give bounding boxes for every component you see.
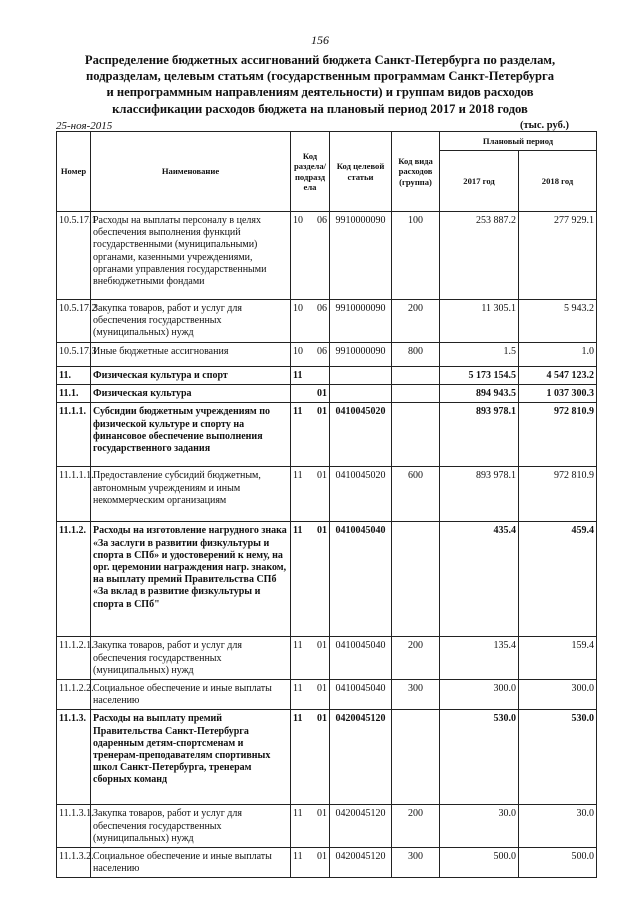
row-razdel: 11 [291, 467, 313, 522]
row-name: Иные бюджетные ассигнования [91, 343, 291, 367]
row-razdel: 10 [291, 300, 313, 343]
row-expense-group [392, 367, 440, 385]
header-2018: 2018 год [519, 151, 597, 212]
row-expense-group: 300 [392, 848, 440, 878]
row-expense-group: 300 [392, 680, 440, 710]
row-razdel: 11 [291, 805, 313, 848]
row-target-article: 0420045120 [330, 848, 392, 878]
row-name: Физическая культура [91, 385, 291, 403]
header-razdel: Код раздела/ подразд ела [291, 132, 330, 212]
row-razdel: 11 [291, 680, 313, 710]
row-expense-group: 200 [392, 805, 440, 848]
row-value-2018: 530.0 [519, 710, 597, 805]
table-row [57, 403, 597, 467]
row-name: Социальное обеспечение и иные выплаты населению [91, 680, 291, 710]
row-value-2017: 5 173 154.5 [440, 367, 519, 385]
row-number: 11. [57, 367, 91, 385]
row-name: Расходы на выплату премий Правительства Санкт-Петербурга одаренным детям-спортсменам и тренерам-преподавателям спортивных школ Санкт-Петербурга, тренерам сборных команд [91, 710, 291, 805]
header-2017: 2017 год [440, 151, 519, 212]
row-expense-group: 100 [392, 212, 440, 300]
row-value-2018: 500.0 [519, 848, 597, 878]
row-expense-group: 800 [392, 343, 440, 367]
row-value-2018: 459.4 [519, 522, 597, 637]
row-podrazdel: 06 [313, 343, 330, 367]
row-razdel [291, 385, 313, 403]
row-podrazdel: 01 [313, 848, 330, 878]
row-expense-group [392, 710, 440, 805]
row-razdel: 11 [291, 367, 313, 385]
row-target-article: 9910000090 [330, 212, 392, 300]
row-razdel: 10 [291, 343, 313, 367]
row-number: 10.5.17.2 [57, 300, 91, 343]
row-value-2017: 300.0 [440, 680, 519, 710]
row-podrazdel: 01 [313, 680, 330, 710]
row-number: 10.5.17.3 [57, 343, 91, 367]
title-line: и непрограммным направлениям деятельности) и группам видов расходов [106, 85, 534, 100]
row-razdel: 11 [291, 848, 313, 878]
table-row [57, 367, 597, 385]
row-value-2017: 435.4 [440, 522, 519, 637]
table-row [57, 343, 597, 367]
row-value-2017: 894 943.5 [440, 385, 519, 403]
row-name: Закупка товаров, работ и услуг для обеспечения государственных (муниципальных) нужд [91, 637, 291, 680]
budget-table [56, 131, 597, 878]
table-row [57, 522, 597, 637]
table-row [57, 300, 597, 343]
row-podrazdel [313, 367, 330, 385]
row-name: Закупка товаров, работ и услуг для обеспечения государственных (муниципальных) нужд [91, 300, 291, 343]
row-podrazdel: 01 [313, 385, 330, 403]
row-value-2017: 530.0 [440, 710, 519, 805]
table-body [57, 212, 597, 878]
row-value-2018: 972 810.9 [519, 403, 597, 467]
row-expense-group [392, 403, 440, 467]
title-line: подразделам, целевым статьям (государственным программам Санкт-Петербурга [85, 69, 555, 84]
row-target-article: 0420045120 [330, 805, 392, 848]
table-row [57, 680, 597, 710]
row-expense-group: 600 [392, 467, 440, 522]
table-row [57, 710, 597, 805]
row-name: Расходы на изготовление нагрудного знака «За заслуги в развитии физкультуры и спорта в СПб» и удостоверений к нему, на орг. церемонии награждения нагр. знаком, на выплату премий Правительства СПб «За вклад в развитие физкультуры и спорта в СПб" [91, 522, 291, 637]
row-podrazdel: 01 [313, 637, 330, 680]
row-razdel: 11 [291, 403, 313, 467]
row-value-2017: 30.0 [440, 805, 519, 848]
row-podrazdel: 06 [313, 300, 330, 343]
row-number: 11.1.3.2. [57, 848, 91, 878]
row-target-article: 0410045040 [330, 637, 392, 680]
row-razdel: 11 [291, 637, 313, 680]
row-value-2018: 1.0 [519, 343, 597, 367]
row-value-2018: 5 943.2 [519, 300, 597, 343]
row-target-article: 0420045120 [330, 710, 392, 805]
row-value-2017: 135.4 [440, 637, 519, 680]
row-target-article: 0410045040 [330, 680, 392, 710]
row-value-2017: 11 305.1 [440, 300, 519, 343]
row-podrazdel: 06 [313, 212, 330, 300]
row-expense-group: 200 [392, 300, 440, 343]
row-value-2017: 893 978.1 [440, 403, 519, 467]
row-value-2018: 159.4 [519, 637, 597, 680]
header-target-article: Код целевой статьи [330, 132, 392, 212]
row-podrazdel: 01 [313, 403, 330, 467]
row-name: Закупка товаров, работ и услуг для обеспечения государственных (муниципальных) нужд [91, 805, 291, 848]
row-name: Социальное обеспечение и иные выплаты населению [91, 848, 291, 878]
table-row [57, 212, 597, 300]
row-number: 11.1. [57, 385, 91, 403]
row-value-2018: 4 547 123.2 [519, 367, 597, 385]
row-target-article: 0410045020 [330, 467, 392, 522]
row-razdel: 11 [291, 710, 313, 805]
row-razdel: 11 [291, 522, 313, 637]
row-value-2018: 277 929.1 [519, 212, 597, 300]
title-line: классификации расходов бюджета на плановый период 2017 и 2018 годов [112, 101, 528, 116]
title-line: Распределение бюджетных ассигнований бюджета Санкт-Петербурга по разделам, [84, 53, 556, 67]
row-value-2018: 30.0 [519, 805, 597, 848]
row-podrazdel: 01 [313, 805, 330, 848]
row-target-article: 9910000090 [330, 300, 392, 343]
header-name: Наименование [91, 132, 291, 212]
row-expense-group [392, 385, 440, 403]
row-number: 11.1.2. [57, 522, 91, 637]
row-name: Расходы на выплаты персоналу в целях обеспечения выполнения функций государственными (муниципальными) органами, казенными учреждениями, органами управления государственными внебюджетными фондами [91, 212, 291, 300]
row-name: Предоставление субсидий бюджетным, автономным учреждениям и иным некоммерческим организациям [91, 467, 291, 522]
row-expense-group: 200 [392, 637, 440, 680]
row-value-2018: 972 810.9 [519, 467, 597, 522]
row-value-2018: 300.0 [519, 680, 597, 710]
header-number: Номер [57, 132, 91, 212]
row-value-2017: 500.0 [440, 848, 519, 878]
row-target-article [330, 367, 392, 385]
row-razdel: 10 [291, 212, 313, 300]
row-target-article: 0410045040 [330, 522, 392, 637]
row-value-2018: 1 037 300.3 [519, 385, 597, 403]
row-target-article: 9910000090 [330, 343, 392, 367]
row-podrazdel: 01 [313, 522, 330, 637]
table-row [57, 385, 597, 403]
row-podrazdel: 01 [313, 710, 330, 805]
row-name: Физическая культура и спорт [91, 367, 291, 385]
row-name: Субсидии бюджетным учреждениям по физической культуре и спорту на финансовое обеспечение выполнения государственного задания [91, 403, 291, 467]
page-number: 156 [311, 33, 329, 47]
row-number: 11.1.1.1. [57, 467, 91, 522]
row-number: 11.1.2.2. [57, 680, 91, 710]
document-title [60, 52, 580, 117]
header-plan-period: Плановый период [440, 132, 597, 151]
row-target-article: 0410045020 [330, 403, 392, 467]
header-expense-group: Код вида расходов (группа) [392, 132, 440, 212]
table-row [57, 637, 597, 680]
row-value-2017: 253 887.2 [440, 212, 519, 300]
row-number: 11.1.3.1. [57, 805, 91, 848]
units-label: (тыс. руб.) [520, 120, 569, 131]
row-expense-group [392, 522, 440, 637]
row-value-2017: 893 978.1 [440, 467, 519, 522]
row-number: 11.1.3. [57, 710, 91, 805]
report-date: 25-ноя-2015 [56, 120, 113, 132]
row-value-2017: 1.5 [440, 343, 519, 367]
row-number: 11.1.2.1. [57, 637, 91, 680]
table-row [57, 467, 597, 522]
table-row [57, 848, 597, 878]
table-row [57, 805, 597, 848]
row-number: 11.1.1. [57, 403, 91, 467]
row-target-article [330, 385, 392, 403]
row-number: 10.5.17.1 [57, 212, 91, 300]
row-podrazdel: 01 [313, 467, 330, 522]
